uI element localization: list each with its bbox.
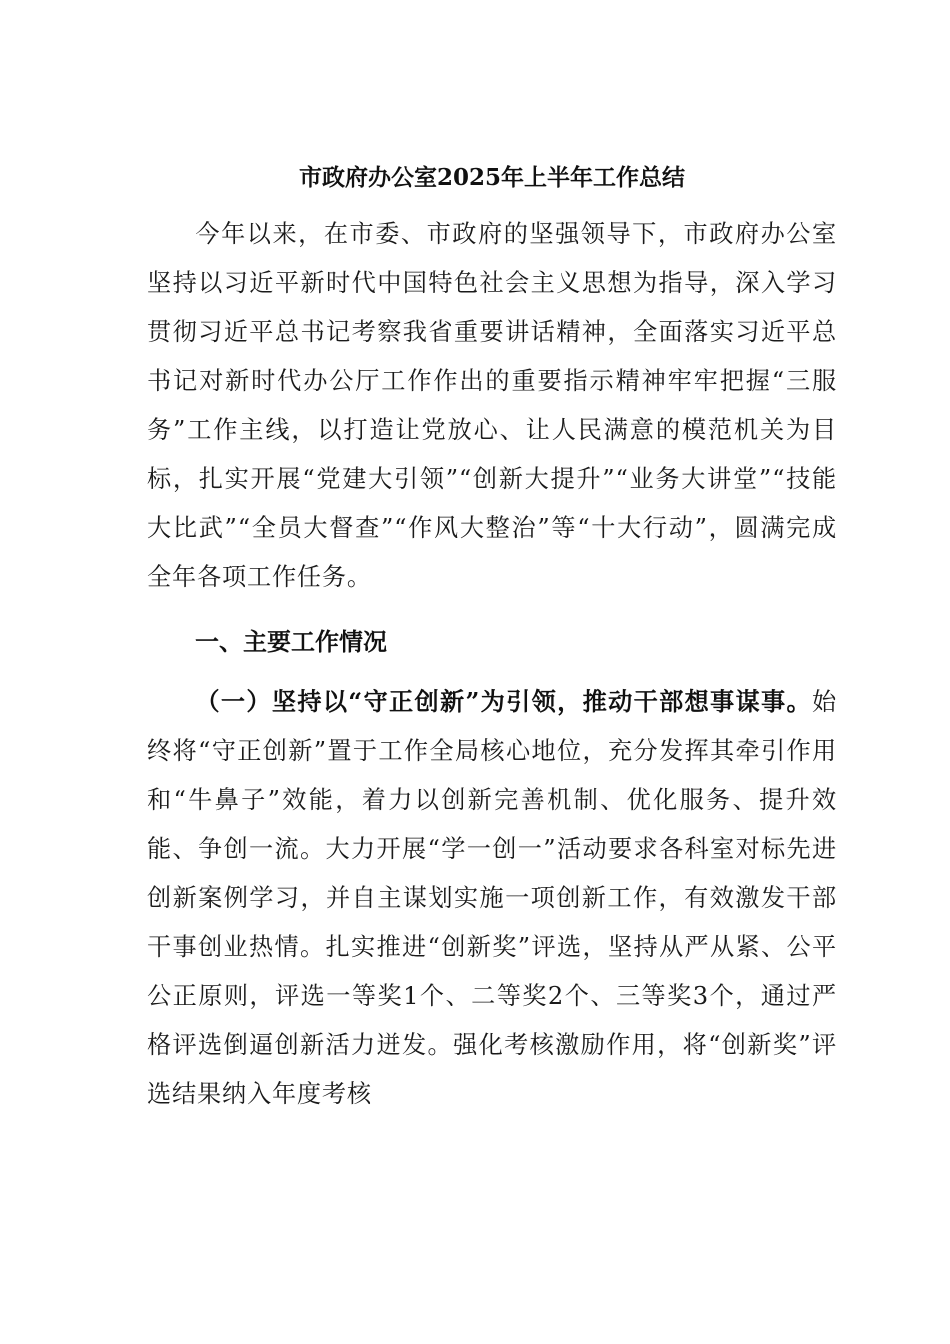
subsection-paragraph (147, 677, 837, 1119)
intro-paragraph: 今年以来，在市委、市政府的坚强领导下，市政府办公室坚持以习近平新时代中国特色社会主义思想为指导，深入学习贯彻习近平总书记考察我省重要讲话精神，全面落实习近平总书记对新时代办公厅工作作出的重要指示精神牢牢把握“三服务”工作主线，以打造让党放心、让人民满意的模范机关为目标，扎实开展“党建大引领”“创新大提升”“业务大讲堂”“技能大比武”“全员大督查”“作风大整治”等“十大行动”，圆满完成全年各项工作任务。 (147, 220, 837, 591)
subsection-lead: （一）坚持以“守正创新”为引领，推动干部想事谋事。 (195, 687, 812, 716)
section-heading: 一、主要工作情况 (195, 627, 387, 656)
document-title: 市政府办公室2025年上半年工作总结 (298, 164, 685, 191)
document-page (147, 158, 837, 1119)
subsection-body: 始终将“守正创新”置于工作全局核心地位，充分发挥其牵引作用和“牛鼻子”效能，着力以创新完善机制、优化服务、提升效能、争创一流。大力开展“学一创一”活动要求各科室对标先进创新案例学习，并自主谋划实施一项创新工作，有效激发干部干事创业热情。扎实推进“创新奖”评选，坚持从严从紧、公平公正原则，评选一等奖1个、二等奖2个、三等奖3个，通过严格评选倒逼创新活力迸发。强化考核激励作用，将“创新奖”评选结果纳入年度考核 (147, 688, 837, 1108)
